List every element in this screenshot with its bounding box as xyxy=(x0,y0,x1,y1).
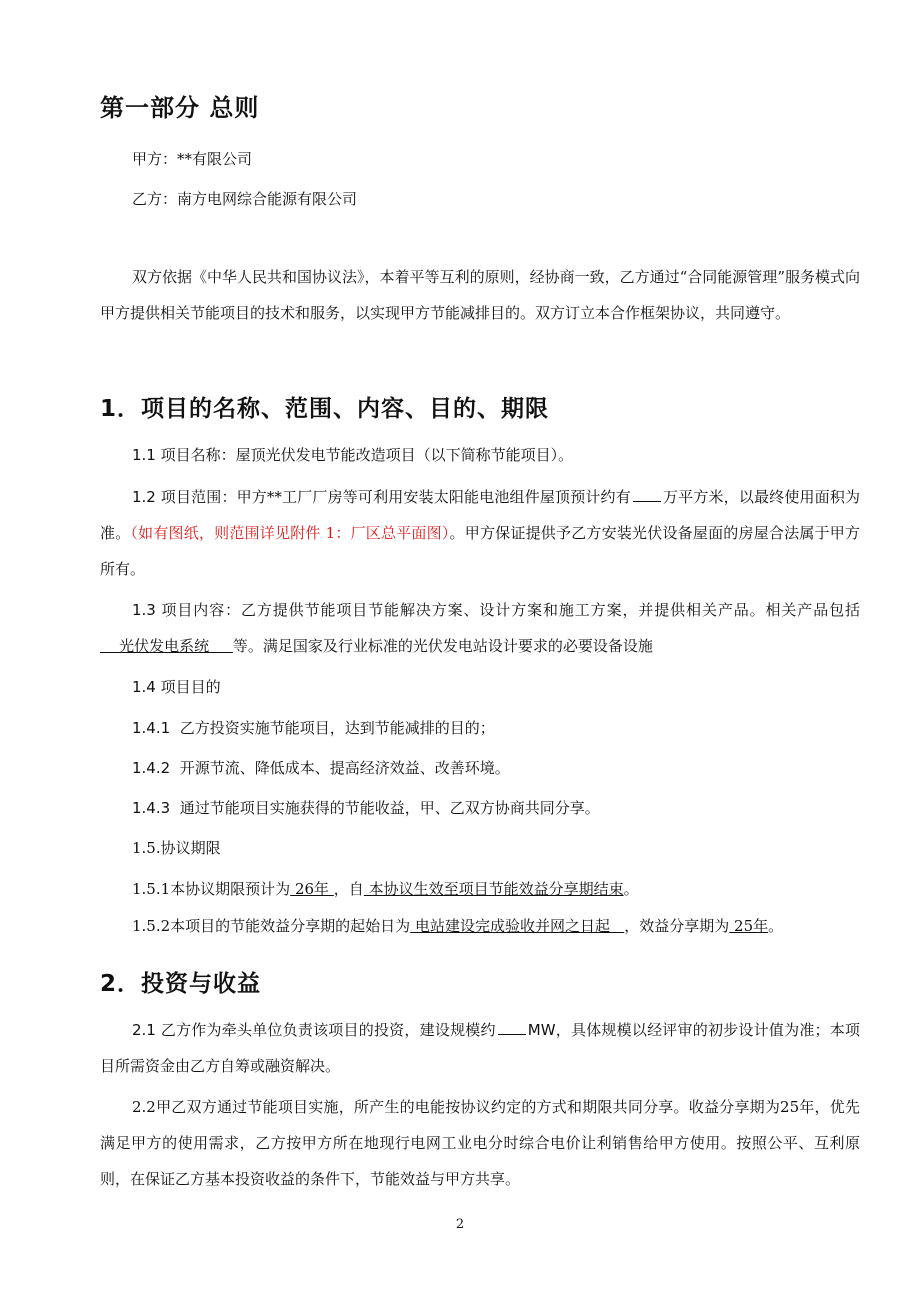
clause-text: 项目范围：甲方**工厂厂房等可利用安装太阳能电池组件屋顶预计约有 xyxy=(155,488,631,506)
term-range-fill: 本协议生效至项目节能效益分享期结束 xyxy=(363,880,624,898)
clause-2-1 xyxy=(100,1012,860,1084)
section-1-title: 1．项目的名称、范围、内容、目的、期限 xyxy=(100,396,550,422)
clause-text: 。甲方保证提供予乙方安装光伏设备屋面的房屋合法属于甲方所有。 xyxy=(100,524,860,578)
product-fill: 光伏发电系统 xyxy=(100,637,233,655)
clause-number: 1.4.1 xyxy=(132,719,171,737)
clause-number: 1.4.2 xyxy=(132,759,171,777)
start-date-fill: 电站建设完成验收并网之日起 xyxy=(410,917,625,935)
clause-text: 通过节能项目实施获得的节能收益，甲、乙双方协商共同分享。 xyxy=(170,799,600,817)
fill-blank-area xyxy=(633,487,661,502)
clause-text: 项目内容：乙方提供节能项目节能解决方案、设计方案和施工方案，并提供相关产品。相关产品包括 xyxy=(155,601,860,619)
share-period-fill: 25年 xyxy=(729,917,769,935)
clause-text: ，具体规模以经评审的初步设计值为准；本项目所需资金由乙方自筹或融资解决。 xyxy=(100,1021,860,1075)
clause-1-4: 1.4 项目目的 xyxy=(132,678,221,696)
intro-paragraph: 双方依据《中华人民共和国协议法》，本着平等互利的原则，经协商一致，乙方通过“合同能源管理”服务模式向甲方提供相关节能项目的技术和服务，以实现甲方节能减排目的。双方订立本合作框架协议，共同遵守。 xyxy=(100,268,860,322)
fill-blank-capacity xyxy=(498,1020,526,1035)
clause-text: ，自 xyxy=(333,880,364,898)
clause-text: 1.5.2本项目的节能效益分享期的起始日为 xyxy=(132,917,411,935)
term-fill: 26年 xyxy=(290,880,334,898)
clause-number: 1.2 xyxy=(132,488,156,506)
clause-1-5: 1.5.协议期限 xyxy=(132,839,221,857)
clause-1-2 xyxy=(100,479,860,587)
clause-number: 1.4.3 xyxy=(132,799,171,817)
clause-number: 1.3 xyxy=(132,601,156,619)
clause-text: 1.5.1本协议期限预计为 xyxy=(132,880,291,898)
clause-1-3 xyxy=(100,592,860,664)
clause-1-5-2 xyxy=(132,908,892,944)
clause-text: 开源节流、降低成本、提高经济效益、改善环境。 xyxy=(170,759,510,777)
clause-text: 万平方米，以最终使用面积为准。 xyxy=(100,488,860,542)
clause-1-4-3 xyxy=(132,790,892,826)
part-title: 第一部分 总则 xyxy=(100,94,260,122)
clause-1-4-2 xyxy=(132,750,892,786)
clause-number: 2.1 xyxy=(132,1021,156,1039)
clause-1-5-1 xyxy=(132,871,892,907)
clause-1-4-1 xyxy=(132,710,892,746)
clause-text: 乙方作为牵头单位负责该项目的投资，建设规模约 xyxy=(155,1021,496,1039)
capacity-unit: MW xyxy=(527,1021,556,1039)
section-2-title: 2．投资与收益 xyxy=(100,971,262,997)
clause-text: ，效益分享期为 xyxy=(624,917,730,935)
clause-2-2: 2.2甲乙双方通过节能项目实施，所产生的电能按协议约定的方式和期限共同分享。收益分享期为25年，优先满足甲方的使用需求，乙方按甲方所在地现行电网工业电分时综合电价让利销售给甲方使用。按照公平、互利原则，在保证乙方基本投资收益的条件下，节能效益与甲方共享。 xyxy=(100,1098,860,1188)
clause-text: 项目名称：屋顶光伏发电节能改造项目（以下简称节能项目）。 xyxy=(155,446,574,464)
clause-1-1 xyxy=(132,437,892,473)
clause-text: 。 xyxy=(768,917,784,935)
party-a: 甲方：**有限公司 xyxy=(132,150,253,168)
page-number: 2 xyxy=(455,1217,465,1232)
clause-text: 等。满足国家及行业标准的光伏发电站设计要求的必要设备设施 xyxy=(232,637,653,655)
clause-text: 乙方投资实施节能项目，达到节能减排的目的； xyxy=(170,719,495,737)
clause-text: 。 xyxy=(623,880,639,898)
party-b: 乙方：南方电网综合能源有限公司 xyxy=(132,190,358,208)
attachment-note: （如有图纸，则范围详见附件 1：厂区总平面图） xyxy=(130,524,450,542)
clause-number: 1.1 xyxy=(132,446,156,464)
